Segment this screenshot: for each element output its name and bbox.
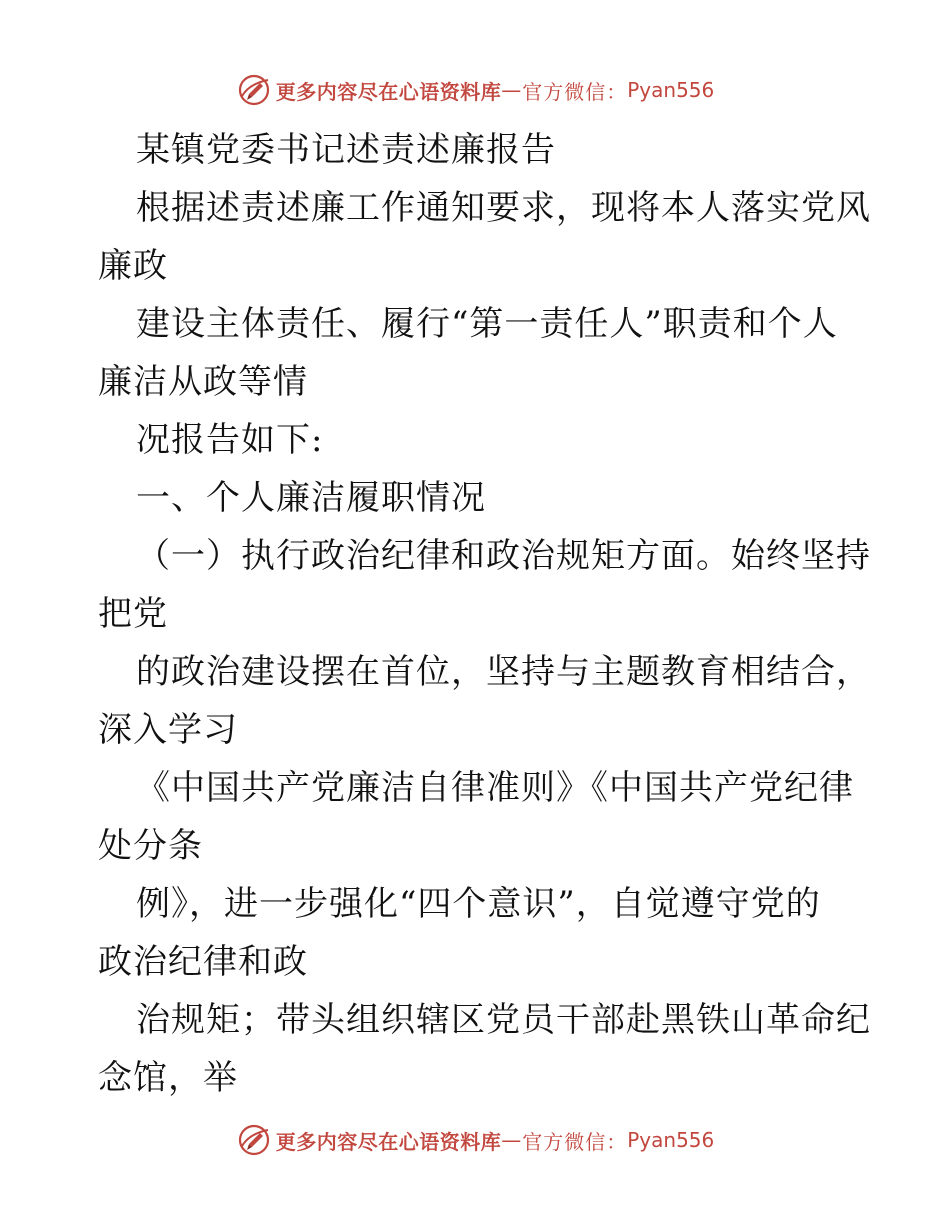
doc-line: 治规矩；带头组织辖区党员干部赴黑铁山革命纪 (136, 1000, 871, 1040)
doc-line: 把党 (98, 594, 168, 634)
doc-line: 廉政 (98, 246, 168, 286)
footer-watermark (0, 1120, 950, 1160)
doc-line: 《中国共产党廉洁自律准则》《中国共产党纪律 (136, 768, 854, 808)
watermark-label: 官方微信： (522, 1129, 628, 1154)
pen-logo-icon (236, 72, 272, 108)
doc-line: 念馆，举 (98, 1058, 238, 1098)
watermark-brand: 更多内容尽在心语资料库 (275, 1129, 502, 1154)
doc-line: 廉洁从政等情 (98, 362, 308, 402)
doc-line: 例》，进一步强化“四个意识”，自觉遵守党的 (136, 884, 821, 924)
doc-line: 的政治建设摆在首位，坚持与主题教育相结合， (136, 652, 871, 692)
subsection-line: （一）执行政治纪律和政治规矩方面。始终坚持 (136, 536, 871, 576)
doc-line: 建设主体责任、履行“第一责任人”职责和个人 (136, 304, 838, 344)
doc-line: 政治纪律和政 (98, 942, 308, 982)
header-watermark (0, 70, 950, 110)
watermark-brand: 更多内容尽在心语资料库 (275, 79, 502, 104)
watermark-separator: — (501, 78, 523, 102)
pen-logo-icon (236, 1122, 272, 1158)
watermark-label: 官方微信： (522, 79, 628, 104)
document-body (98, 121, 871, 1107)
watermark-separator: — (501, 1128, 523, 1152)
doc-line: 处分条 (98, 826, 203, 866)
watermark-id: Pyan556 (627, 78, 715, 102)
section-heading: 一、个人廉洁履职情况 (136, 478, 486, 518)
doc-line: 况报告如下: (136, 420, 324, 460)
doc-title: 某镇党委书记述责述廉报告 (136, 130, 556, 170)
doc-line: 深入学习 (98, 710, 238, 750)
watermark-id: Pyan556 (627, 1128, 715, 1152)
doc-line: 根据述责述廉工作通知要求，现将本人落实党风 (136, 188, 871, 228)
